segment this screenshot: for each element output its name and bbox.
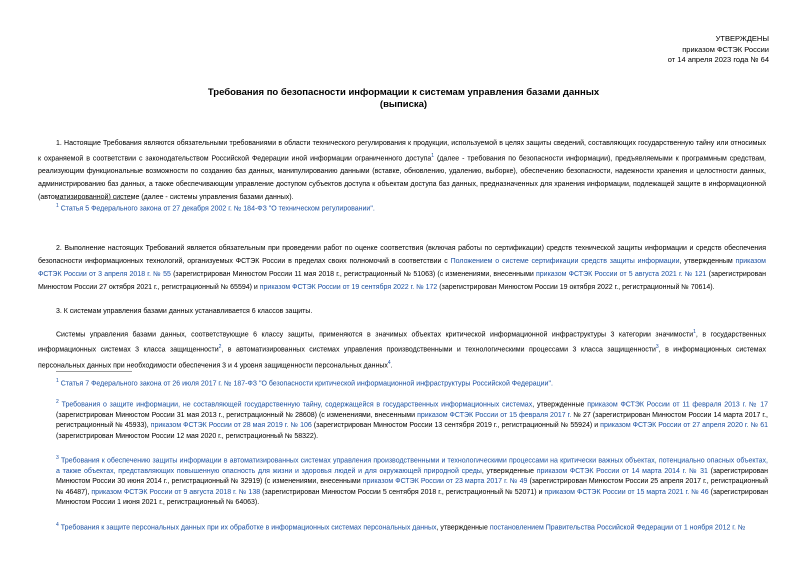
footnote-divider (56, 199, 132, 200)
footnote-marker-link[interactable]: 1 (431, 153, 435, 159)
approval-line-3: от 14 апреля 2023 года № 64 (667, 55, 769, 64)
footnote-marker-link[interactable]: 2 (218, 344, 222, 351)
paragraph-4-text-d: , в информационных системах персональных данных при необходимости обеспечения 3 и 4 уровня защищенности персональных данных (38, 346, 766, 369)
approval-stamp (668, 34, 769, 66)
paragraph-4-text-b: , в государственных информационных системах 3 класса защищенности (38, 331, 766, 354)
paragraph-2-text-a: 2. Выполнение настоящих Требований является обязательным при проведении работ по оценке соответствия (включая работы по сертификации) средств технической защиты информации и средств обеспечения безопасности информационных технологий, организуемых ФСТЭК России в пределах своих полномочий в соответствии с (38, 245, 766, 265)
order-46-link[interactable]: приказом ФСТЭК России от 15 марта 2021 г. № 46 (544, 488, 709, 496)
footnote-3-text-e: (зарегистрирован Минюстом России 12 мая 2020 г., регистрационный № 58322). (56, 432, 319, 440)
paragraph-1-text-b: (далее - требования по безопасности информации), предъявляемыми к программным средствам, реализующим функциональные возможности по созданию баз данных, манипулированию данными (вставке, обновлению, удалению, выборке), обеспечению безопасности, надежности хранения и целостности данных, администрированию баз данных, а также обеспечивающим управление доступом субъектов доступа к объектам доступа баз данных, предназначенных для хранения информации, подлежащей защите в информационной (автоматизированной) системе (далее - системы управления базами данных). (38, 155, 766, 202)
footnote-marker: 4 (56, 522, 59, 528)
approval-line-2: приказом ФСТЭК России (682, 44, 769, 54)
paragraph-4-text-e: . (390, 361, 393, 369)
paragraph-1 (38, 137, 766, 204)
paragraph-1-text-a: 1. Настоящие Требования являются обязательными требованиями в области технического регулирования к продукции, используемой в целях защиты сведений, составляющих государственную тайну или относимых к охраняемой в соответствии с законодательством Российской Федерации иной информации ограниченного доступа (38, 140, 766, 163)
footnote-5 (56, 520, 768, 534)
order-138-link[interactable]: приказом ФСТЭК России от 9 августа 2018 г. № 138 (91, 488, 261, 496)
footnote-3 (56, 397, 768, 442)
paragraph-2 (38, 242, 766, 294)
paragraph-4-text-a: Системы управления базами данных, соответствующие 6 классу защиты, применяются в значимых объектах критической информационной инфраструктуры 3 категории значимости (56, 331, 694, 339)
footnote-marker: 1 (56, 378, 59, 384)
order-55-link[interactable]: приказом ФСТЭК России от 3 апреля 2018 г. № 55 (38, 258, 766, 278)
order-106-link[interactable]: приказом ФСТЭК России от 28 мая 2019 г. № 106 (150, 422, 312, 430)
title-line-2: (выписка) (379, 98, 428, 110)
document-title (0, 87, 807, 110)
order-49-link[interactable]: приказом ФСТЭК России от 23 марта 2017 г. № 49 (362, 478, 528, 486)
paragraph-3-text: 3. К системам управления базами данных устанавливается 6 классов защиты. (56, 308, 313, 315)
footnote-3-title-link[interactable]: Требования о защите информации, не составляющей государственную тайну, содержащейся в государственных информационных системах (58, 401, 533, 409)
certification-regulation-link[interactable]: Положением о системе сертификации средств защиты информации (450, 258, 680, 265)
footnote-3-text-b: (зарегистрирован Минюстом России 31 мая 2013 г., регистрационный № 28608) (с изменениями, внесенными (56, 411, 418, 419)
footnote-5-text-a: , утвержденные (436, 524, 490, 532)
footnote-divider (56, 371, 132, 372)
paragraph-3 (38, 305, 766, 318)
paragraph-2-text-e: (зарегистрирован Минюстом России 19 октября 2022 г., регистрационный № 70614). (437, 284, 715, 291)
footnote-4-text-b: (зарегистрирован Минюстом России 30 июня 2014 г., регистрационный № 32919) (с изменениями, внесенными (56, 467, 769, 486)
footnote-3-text-c: № 27 (зарегистрирован Минюстом России 14 марта 2017 г., регистрационный № 45933), (56, 411, 768, 430)
footnote-1-link[interactable]: Статья 5 Федерального закона от 27 декабря 2002 г. № 184-ФЗ "О техническом регулировании". (58, 205, 375, 213)
approval-line-1: УТВЕРЖДЕНЫ (715, 34, 769, 43)
footnote-4-text-a: , утвержденные (481, 467, 537, 475)
footnote-4-title-link[interactable]: Требования к обеспечению защиты информации в автоматизированных системах управления производственными и технологическими процессами на критически важных объектах, потенциально опасных объектах, а также объектах, представляющих повышенную опасность для жизни и здоровья людей и для окружающей природной среды (56, 457, 768, 475)
footnote-marker: 2 (56, 399, 59, 405)
footnote-marker-link[interactable]: 1 (693, 329, 696, 335)
footnote-4-text-e: (зарегистрирован Минюстом России 1 июня 2021 г., регистрационный № 64063). (56, 488, 769, 507)
order-172-link[interactable]: приказом ФСТЭК России от 19 сентября 2022 г. № 172 (259, 284, 438, 291)
footnote-3-text-d: (зарегистрирован Минюстом России 13 сентября 2019 г., регистрационный № 55924) и (311, 422, 601, 430)
paragraph-4-text-c: , в автоматизированных системах управления производственными и технологическими процессами 3 класса защищенности (221, 346, 656, 354)
footnote-marker: 1 (56, 203, 59, 209)
footnote-marker: 3 (56, 455, 59, 461)
footnote-marker-link[interactable]: 3 (655, 344, 659, 351)
paragraph-4 (38, 326, 766, 372)
paragraph-2-text-b: , утвержденным (679, 258, 736, 265)
order-121-link[interactable]: приказом ФСТЭК России от 5 августа 2021 г. № 121 (536, 271, 707, 278)
order-27-link[interactable]: приказом ФСТЭК России от 15 февраля 2017 г. (417, 411, 572, 419)
footnote-4-text-d: (зарегистрирован Минюстом России 5 сентября 2018 г., регистрационный № 52071) и (260, 488, 545, 496)
footnote-4 (56, 453, 768, 509)
government-decree-link[interactable]: постановлением Правительства Российской Федерации от 1 ноября 2012 г. № (489, 524, 746, 532)
order-17-link[interactable]: приказом ФСТЭК России от 11 февраля 2013 г. № 17 (587, 401, 768, 409)
footnote-5-title-link[interactable]: Требования к защите персональных данных при их обработке в информационных системах персональных данных (58, 524, 437, 532)
footnote-marker-link[interactable]: 4 (387, 359, 391, 366)
footnote-1 (56, 201, 768, 215)
title-line-1: Требования по безопасности информации к системам управления базами данных (207, 87, 600, 98)
order-61-link[interactable]: приказом ФСТЭК России от 27 апреля 2020 г. № 61 (600, 422, 768, 430)
paragraph-2-text-c: (зарегистрирован Минюстом России 11 мая 2018 г., регистрационный № 51063) (с изменениями, внесенными (170, 271, 536, 278)
footnote-4-text-c: (зарегистрирован Минюстом России 25 апреля 2017 г., регистрационный № 46487), (56, 478, 768, 496)
footnote-2-link[interactable]: Статья 7 Федерального закона от 26 июля 2017 г. № 187-ФЗ "О безопасности критической информационной инфраструктуры Российской Федерации". (58, 380, 553, 388)
footnote-3-text-a: , утвержденные (532, 401, 588, 409)
order-31-link[interactable]: приказом ФСТЭК России от 14 марта 2014 г. № 31 (536, 467, 708, 475)
paragraph-2-text-d: (зарегистрирован Минюстом России 27 октября 2021 г., регистрационный № 65594) и (38, 271, 767, 291)
footnote-2 (56, 376, 768, 390)
